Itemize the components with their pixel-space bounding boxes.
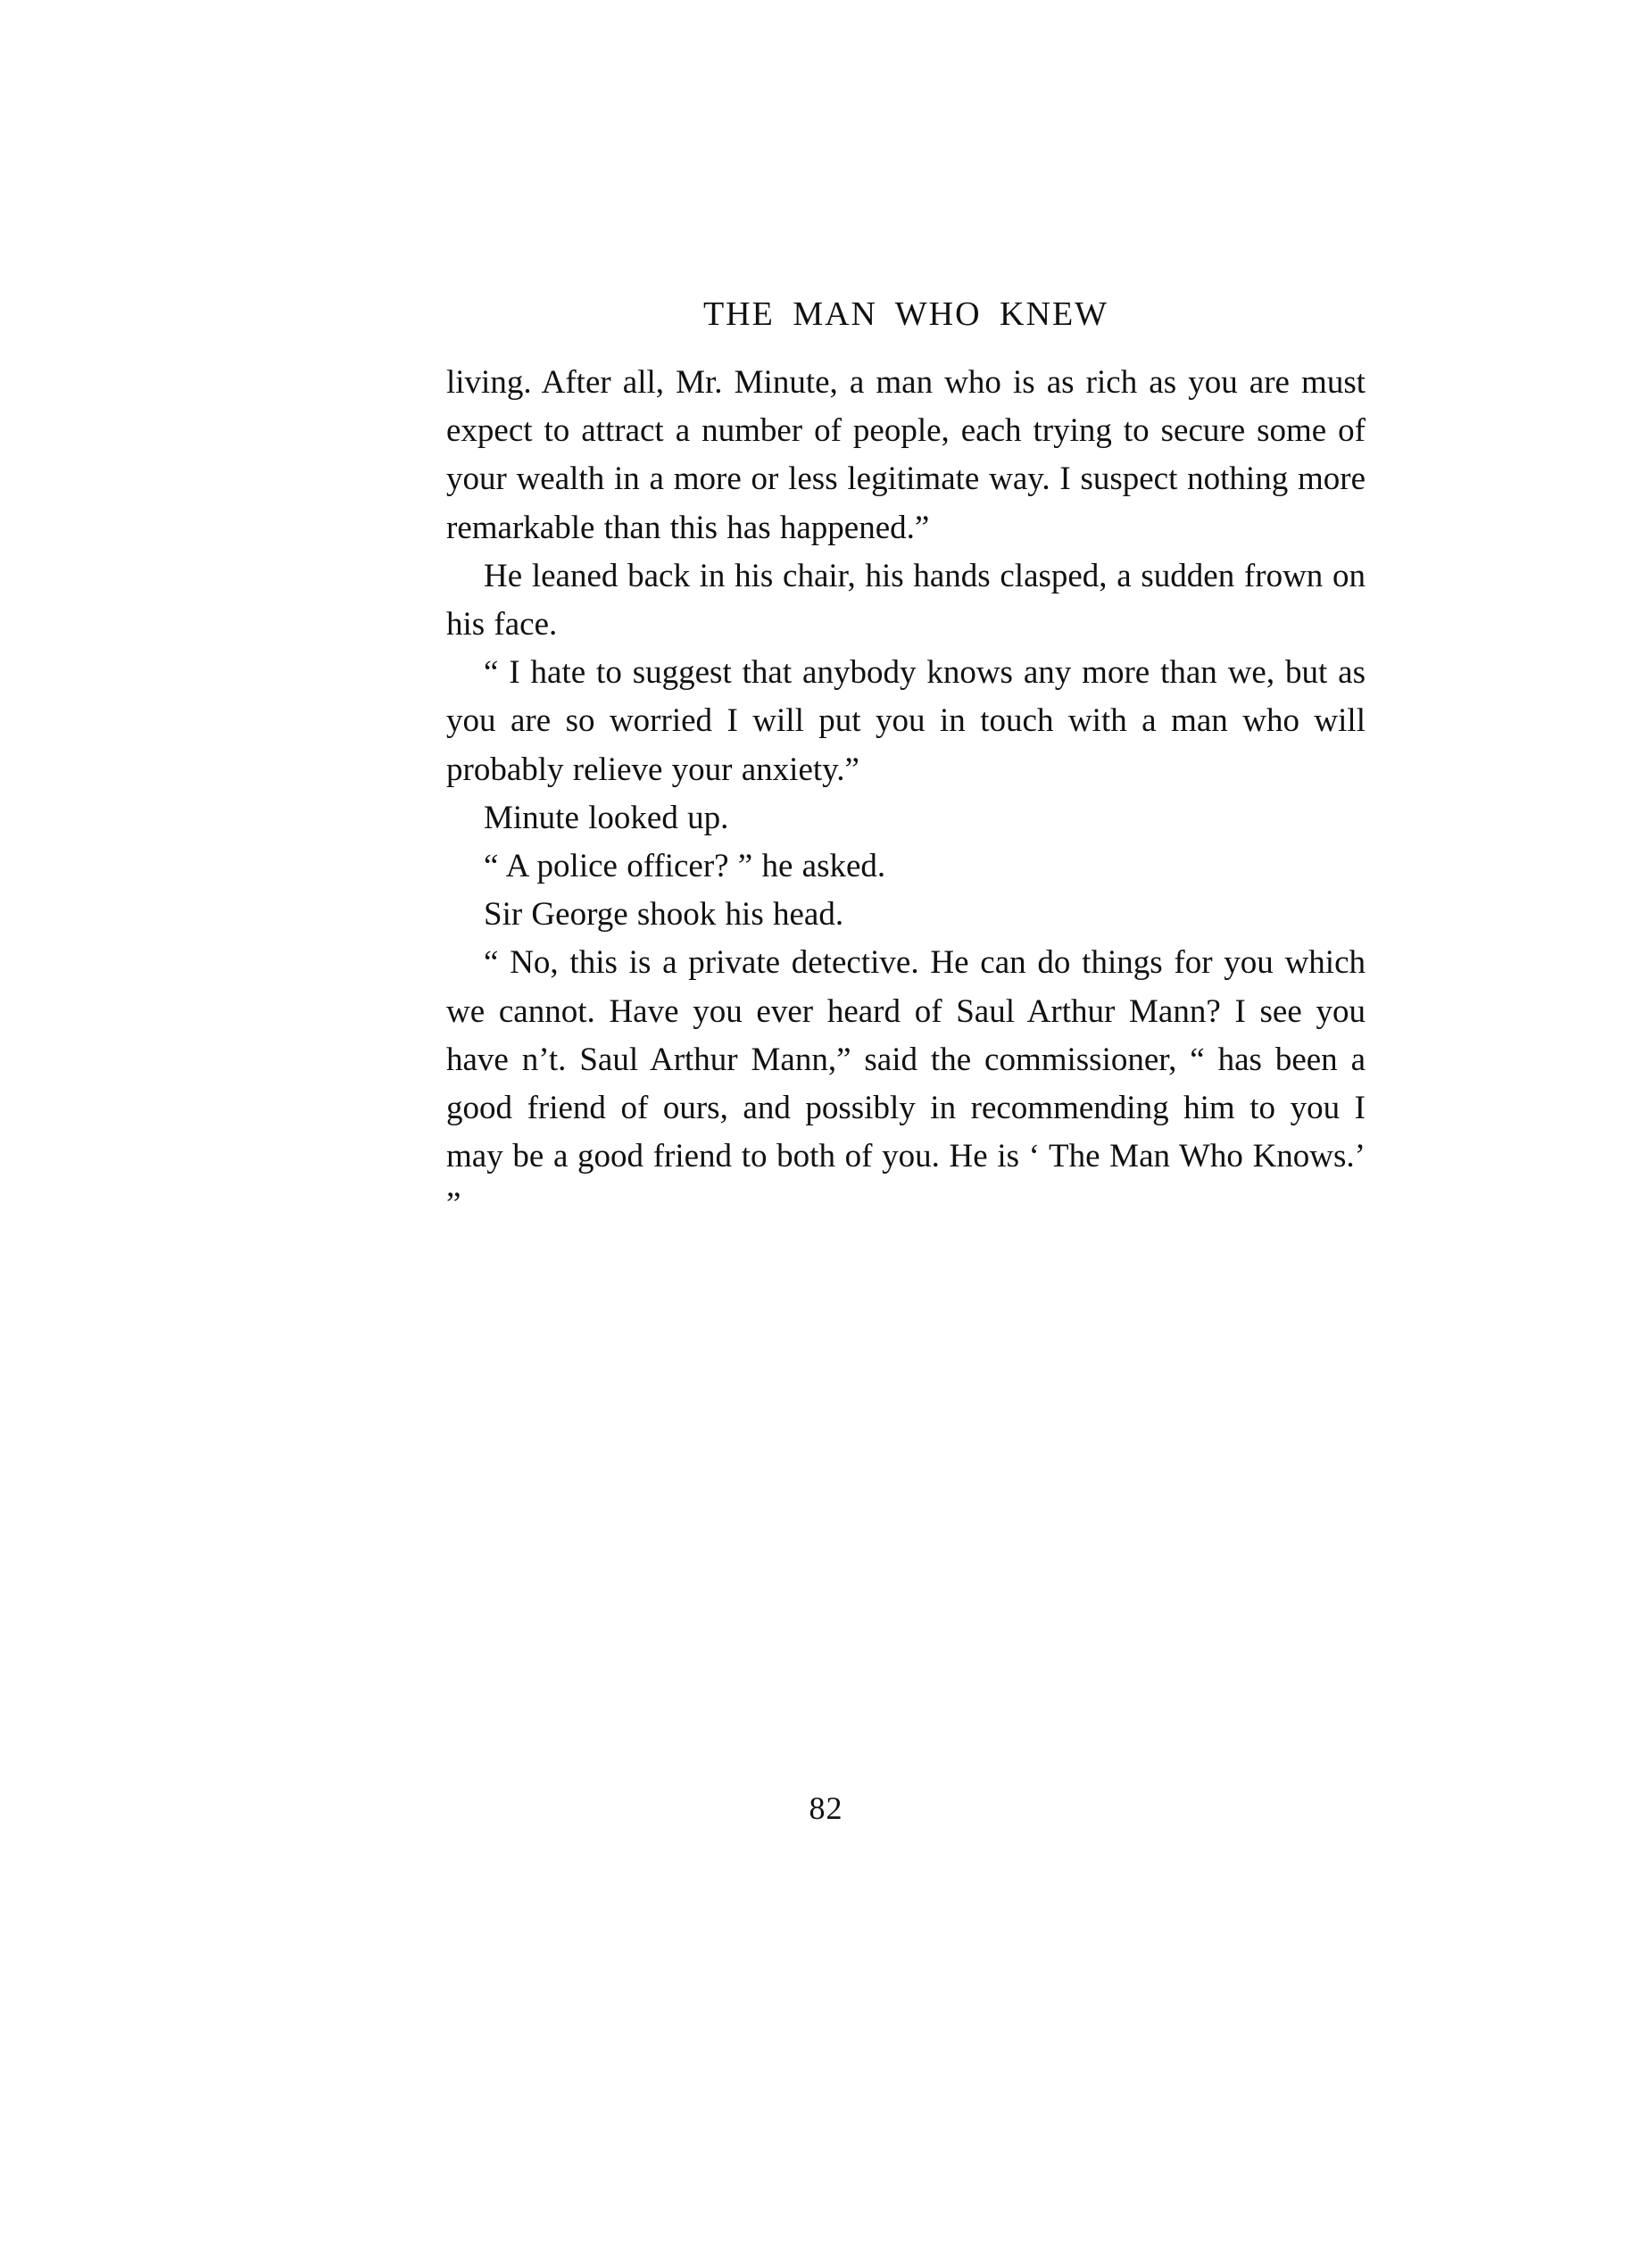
paragraph-i-hate-to-suggest: “ I hate to suggest that anybody knows any more than we, but as you are so worried I will put you in touch with a man who will probably relieve your anxiety.” xyxy=(446,654,1366,788)
page-number: 82 xyxy=(809,1790,843,1826)
paragraph-minute-looked-up: Minute looked up. xyxy=(484,799,729,836)
paragraph-living: living. After all, Mr. Minute, a man who is as rich as you are must expect to attract a number of people, each trying to secure some of your wealth in a more or less legitimate way. I suspect nothing more remarkable than this has happened.” xyxy=(446,364,1366,546)
paragraph-a-police-officer: “ A police officer? ” he asked. xyxy=(484,848,886,885)
page-text-block xyxy=(446,295,1366,1230)
page-running-head: THE MAN WHO KNEW xyxy=(702,295,1109,333)
paragraph-he-leaned-back: He leaned back in his chair, his hands clasped, a sudden frown on his face. xyxy=(446,557,1366,643)
paragraph-sir-george-shook: Sir George shook his head. xyxy=(484,896,844,934)
paragraph-no-private-detective: “ No, this is a private detective. He can do things for you which we cannot. Have you ever heard of Saul Arthur Mann? I see you have n’t. Saul Arthur Mann,” said the commissioner, “ has been a good friend of ours, and possibly in recommending him to you I may be a good friend to both of you. He is ‘ The Man Who Knows.’ ” xyxy=(446,944,1366,1224)
